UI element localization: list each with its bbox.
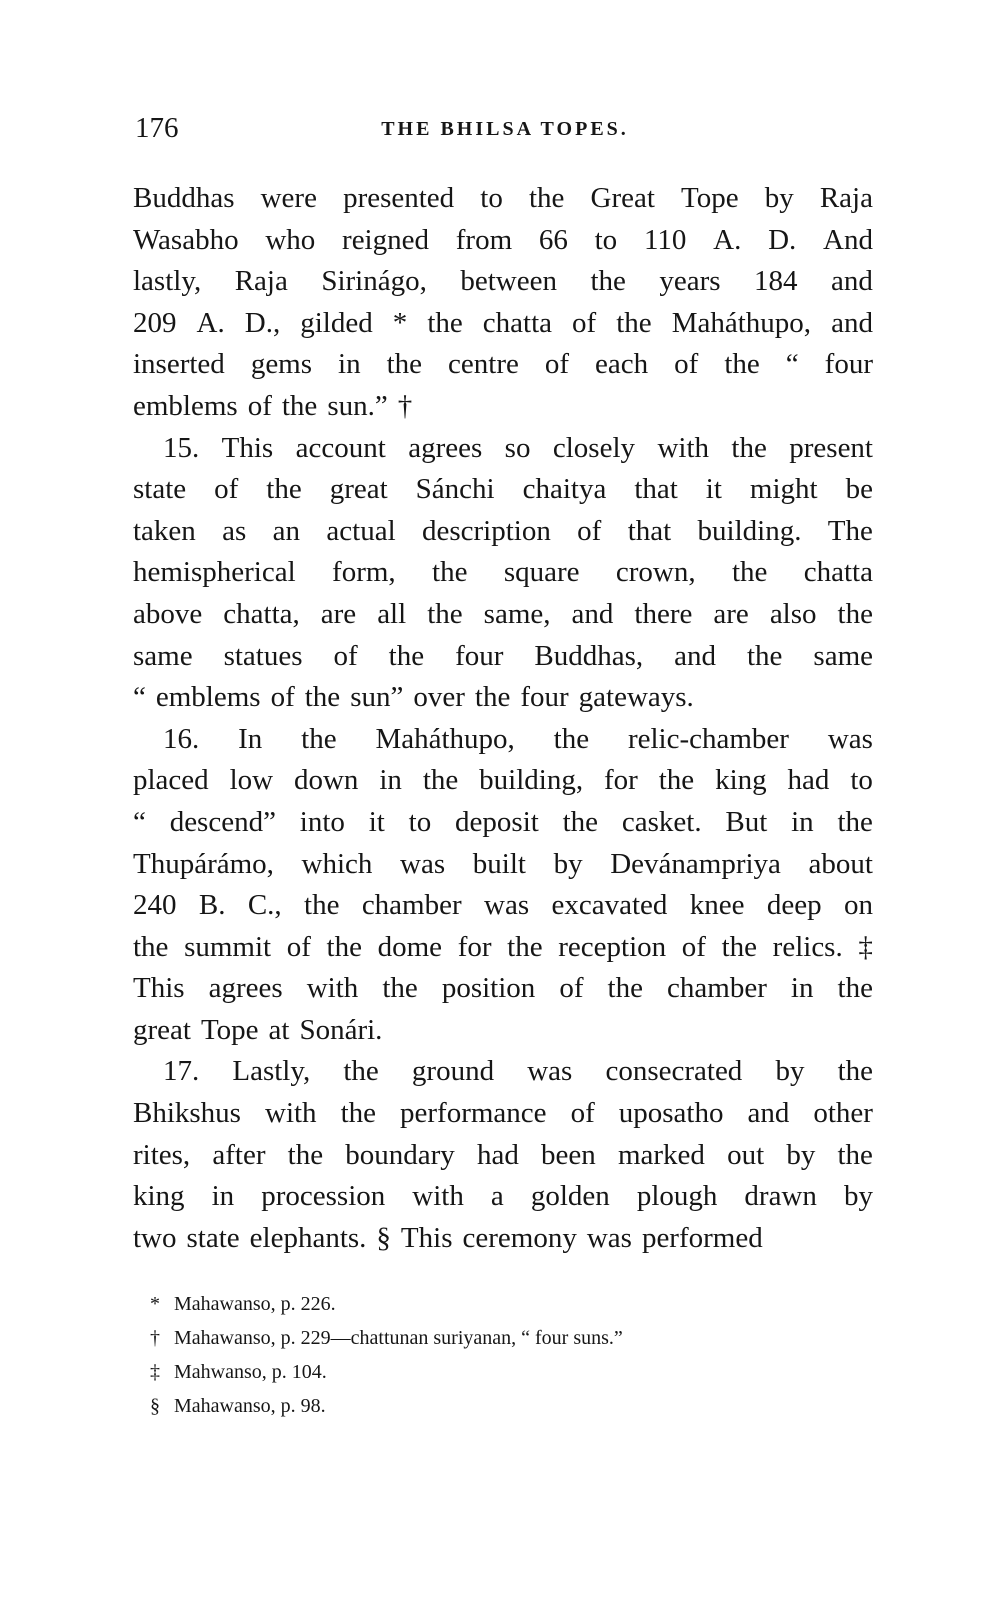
body-line: “ descend” into it to deposit the casket. But in the: [133, 805, 873, 838]
footnote-text: Mahawanso, p. 98.: [174, 1395, 326, 1417]
page-header: [135, 112, 875, 152]
body-line: placed low down in the building, for the king had to: [133, 764, 873, 797]
body-line: hemispherical form, the square crown, the chatta: [133, 556, 873, 589]
footnote-mark: ‡: [150, 1361, 160, 1383]
body-line: This agrees with the position of the chamber in the: [133, 972, 873, 1005]
footnote-mark: §: [150, 1395, 160, 1417]
body-line: Bhikshus with the performance of uposatho and other: [133, 1097, 873, 1130]
body-line: the summit of the dome for the reception of the relics. ‡: [133, 930, 873, 963]
body-line: rites, after the boundary had been marked out by the: [133, 1138, 873, 1171]
running-title: THE BHILSA TOPES.: [381, 118, 629, 140]
body-line: emblems of the sun.” †: [133, 389, 413, 422]
body-line: above chatta, are all the same, and there are also the: [133, 597, 873, 630]
footnote-mark: †: [150, 1327, 160, 1349]
body-text: [133, 178, 873, 1259]
body-line: Wasabho who reigned from 66 to 110 A. D. And: [133, 223, 873, 256]
body-line: lastly, Raja Sirinágo, between the years 184 and: [133, 265, 873, 298]
footnote-text: Mahwanso, p. 104.: [174, 1361, 327, 1383]
footnote-mark: *: [150, 1293, 160, 1315]
footnotes: [150, 1287, 870, 1423]
page-number: 176: [135, 112, 179, 144]
body-line: 209 A. D., gilded * the chatta of the Maháthupo, and: [133, 306, 873, 339]
body-line: Buddhas were presented to the Great Tope by Raja: [133, 182, 873, 214]
body-line: 17. Lastly, the ground was consecrated by the: [163, 1055, 873, 1088]
footnote-text: Mahawanso, p. 226.: [174, 1293, 336, 1315]
body-line: Thupárámo, which was built by Devánampriya about: [133, 847, 873, 880]
footnote: [150, 1389, 870, 1423]
body-line: great Tope at Sonári.: [133, 1013, 383, 1046]
footnote-text: Mahawanso, p. 229—chattunan suriyanan, “ four suns.”: [174, 1327, 623, 1349]
body-line: “ emblems of the sun” over the four gateways.: [133, 681, 694, 714]
body-line: state of the great Sánchi chaitya that it might be: [133, 473, 873, 506]
body-line: inserted gems in the centre of each of the “ four: [133, 348, 873, 381]
body-line: two state elephants. § This ceremony was performed: [133, 1221, 763, 1254]
body-line: 240 B. C., the chamber was excavated knee deep on: [133, 889, 873, 922]
body-line: taken as an actual description of that building. The: [133, 514, 873, 547]
footnote: [150, 1355, 870, 1389]
body-line: 15. This account agrees so closely with the present: [163, 431, 873, 464]
footnote: [150, 1321, 870, 1355]
footnote: [150, 1287, 870, 1321]
body-line: same statues of the four Buddhas, and the same: [133, 639, 873, 672]
body-line: 16. In the Maháthupo, the relic-chamber was: [163, 722, 873, 755]
body-line: king in procession with a golden plough drawn by: [133, 1180, 873, 1213]
